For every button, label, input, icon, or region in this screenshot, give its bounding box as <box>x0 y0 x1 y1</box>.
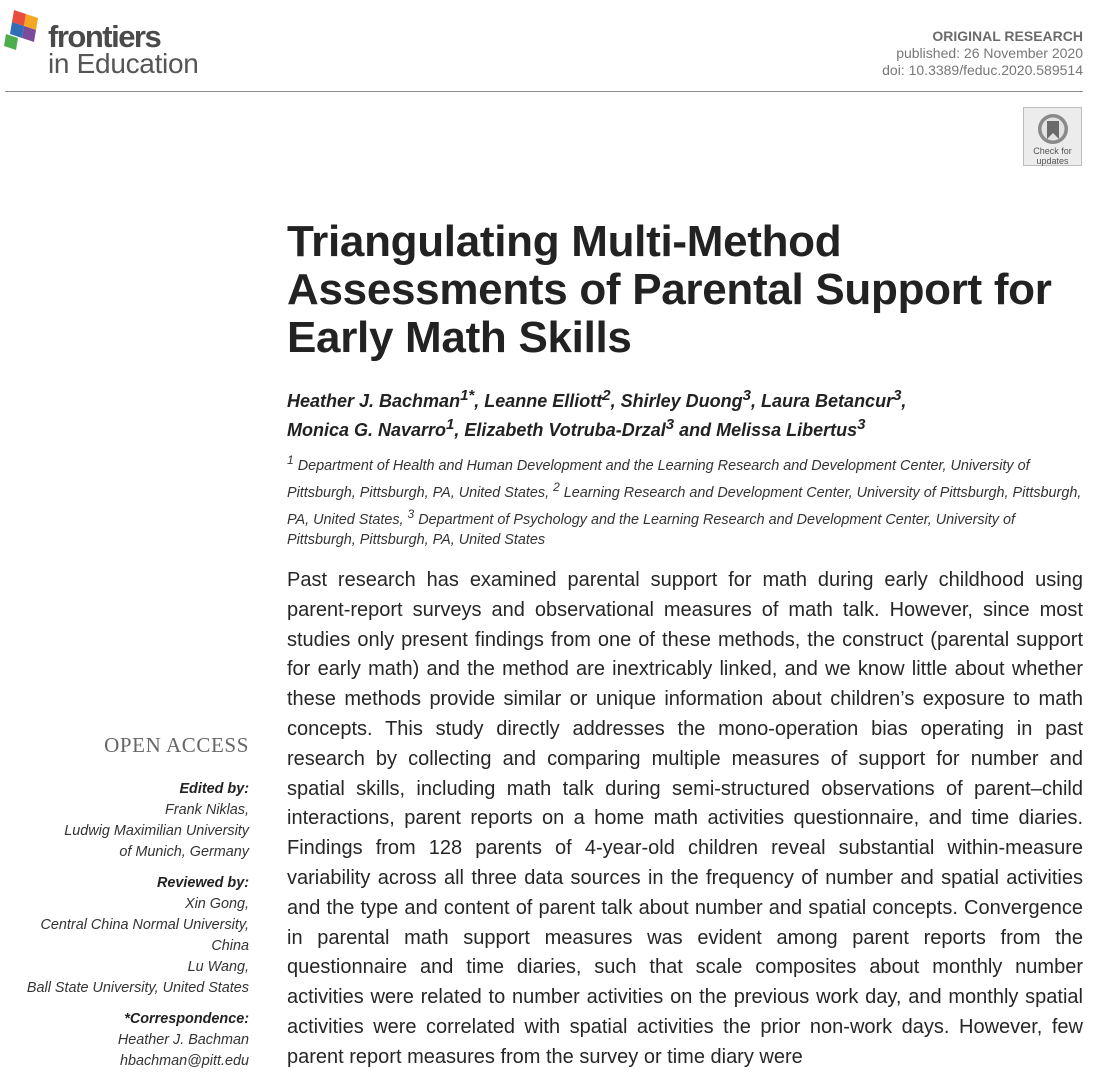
affiliation-text: Learning Research and Development Center, University of Pittsburgh, Pittsburgh, PA, United States, <box>287 484 1082 528</box>
doi-link[interactable]: doi: 10.3389/feduc.2020.589514 <box>882 62 1083 78</box>
reviewer-line: Lu Wang, <box>187 959 249 975</box>
frontiers-logo-icon <box>4 8 46 54</box>
check-for-updates-badge[interactable] <box>1023 107 1082 166</box>
reviewer-line: China <box>211 938 249 954</box>
author-name[interactable]: Leanne Elliott <box>484 391 603 411</box>
editor-line: Frank Niklas, <box>165 802 249 818</box>
open-access-label: OPEN ACCESS <box>104 733 249 757</box>
author-list: Heather J. Bachman$^{1*}$, Leanne Elliott$^2$, Shirley Duong$^3$, Laura Betancur$^3$, Monica G. Navarro$^1$, Elizabeth Votruba-Drzal$^3$ and Melissa Libertus$^3$ <box>287 387 907 440</box>
reviewed-by-label: Reviewed by: <box>157 875 249 891</box>
author-name[interactable]: Elizabeth Votruba-Drzal <box>464 420 666 440</box>
author-affil-mark: 1 <box>446 416 455 433</box>
author-affil-mark: 3 <box>665 416 675 433</box>
affiliations <box>287 450 1083 551</box>
author-name[interactable]: Heather J. Bachman <box>287 391 461 411</box>
affiliation-text: Department of Health and Human Development and the Learning Research and Development Center, University of Pittsburgh, Pittsburgh, PA, United States, <box>287 457 1030 501</box>
reviewer-line: Ball State University, United States <box>26 980 249 996</box>
abstract: Past research has examined parental support for math during early childhood using parent-report surveys and observational measures of math talk. However, since most studies only present findings from one of these methods, the construct (parental support for early math) and the method are inextricably linked, and we know little about whether these methods provide similar or unique information about children’s exposure to math concepts. This study directly addresses the mono-operation bias operating in past research by collecting and comparing multiple measures of support for number and spatial skills, including math talk during semi-structured observations of parent–child interactions, parent reports on a home math activities questionnaire, and time diaries. Findings from 128 parents of 4-year-old children reveal substantial within-measure variability across all three data sources in the frequency of number and spatial activities and the type and content of parent talk about number and spatial concepts. Convergence in parental math support measures was evident among parent reports from the questionnaire and time diaries, such that scale composites about monthly number activities were related to number activities on the previous work day, and monthly spatial activities were correlated with spatial activities the prior non-work days. However, few parent report measures from the survey or time diary were <box>287 569 1083 1068</box>
published-date: published: 26 November 2020 <box>896 45 1083 61</box>
author-name[interactable]: Laura Betancur <box>761 391 894 411</box>
reviewer-line: Xin Gong, <box>185 896 249 912</box>
reviewer-line: Central China Normal University, <box>40 917 249 933</box>
journal-section: in Education <box>48 48 199 79</box>
correspondence-email[interactable]: hbachman@pitt.edu <box>119 1053 249 1069</box>
correspondence-label: *Correspondence: <box>124 1011 249 1027</box>
article-type: ORIGINAL RESEARCH <box>932 28 1083 44</box>
affiliation-mark: 1 <box>287 453 294 467</box>
badge-label-2: updates <box>1036 156 1069 166</box>
affiliation-text: Department of Psychology and the Learning Research and Development Center, University of Pittsburgh, Pittsburgh, PA, United States <box>287 511 1015 549</box>
editor-line: Ludwig Maximilian University <box>64 823 249 839</box>
edited-by-label: Edited by: <box>179 781 249 797</box>
author-name[interactable]: Melissa Libertus <box>716 420 858 440</box>
edited-by-section <box>9 779 249 863</box>
affiliation-mark: 2 <box>553 479 560 494</box>
article-title: Triangulating Multi-Method Assessments of Parental Support for Early Math Skills <box>287 217 1052 362</box>
author-affil-mark: 1* <box>460 387 475 404</box>
author-affil-mark: 3 <box>742 387 752 404</box>
editor-line: of Munich, Germany <box>119 844 249 860</box>
correspondence-section <box>9 1009 249 1072</box>
author-name[interactable]: Monica G. Navarro <box>287 420 447 440</box>
affiliation-mark: 3 <box>407 506 415 521</box>
author-affil-mark: 2 <box>602 387 611 404</box>
author-name[interactable]: Shirley Duong <box>620 391 743 411</box>
check-updates-icon <box>1036 112 1070 146</box>
author-affil-mark: 3 <box>893 387 902 404</box>
correspondence-name: Heather J. Bachman <box>117 1032 249 1048</box>
journal-name: frontiers <box>48 19 161 54</box>
article-meta <box>882 28 1083 79</box>
reviewed-by-section <box>9 873 249 999</box>
badge-label-1: Check for <box>1033 146 1072 156</box>
header-divider <box>5 91 1083 92</box>
author-affil-mark: 3 <box>857 416 866 433</box>
